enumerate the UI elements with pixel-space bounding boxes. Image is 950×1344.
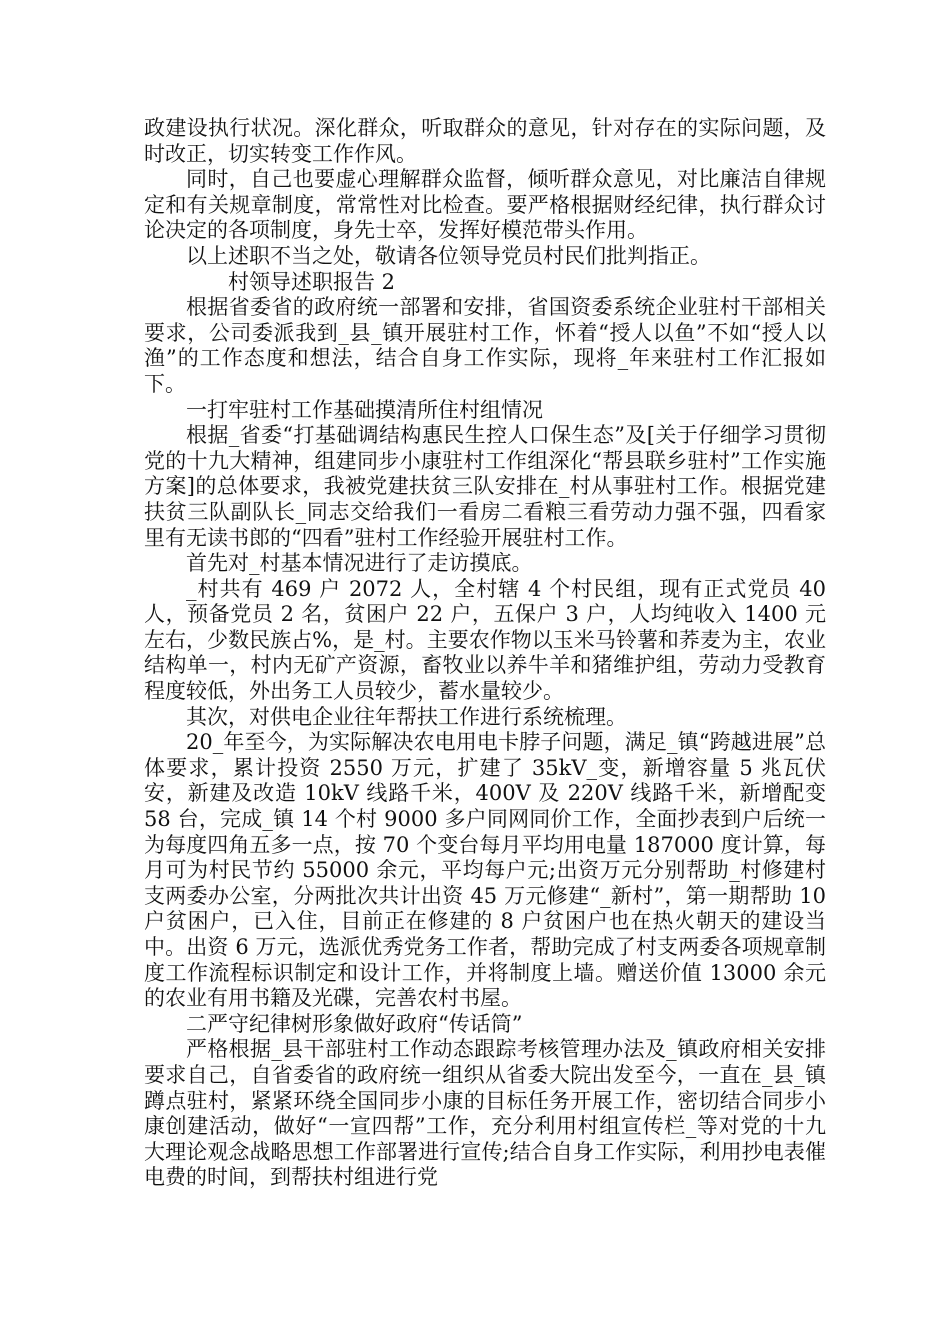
paragraph: _村共有 469 户 2072 人，全村辖 4 个村民组，现有正式党员 40 人，预备党员 2 名，贫困户 22 户，五保户 3 户，人均纯收入 1400 元左右，少数民族占%，是_村。主要农作物以玉米马铃薯和荞麦为主，农业结构单一，村内无矿产资源，畜牧业以养牛羊和猪维护组，劳动力受教育程度较低，外出务工人员较少，蓄水量较少。 — [144, 576, 826, 704]
subheading: 一打牢驻村工作基础摸清所住村组情况 — [186, 397, 543, 422]
paragraph: 政建设执行状况。深化群众，听取群众的意见，针对存在的实际问题，及时改正，切实转变工作作风。 — [144, 116, 826, 166]
paragraph: 根据_省委“打基础调结构惠民生控人口保生态”及[关于仔细学习贯彻党的十九大精神，组建同步小康驻村工作组深化“帮县联乡驻村”工作实施方案]的总体要求，我被党建扶贫三队安排在_村从事驻村工作。根据党建扶贫三队副队长_同志交给我们一看房二看粮三看劳动力强不强，四看家里有无读书郎的“四看”驻村工作经验开展驻村工作。 — [144, 423, 826, 550]
paragraph: 首先对_村基本情况进行了走访摸底。 — [186, 551, 533, 576]
subheading: 二严守纪律树形象做好政府“传话筒” — [186, 1011, 523, 1036]
document-body — [144, 116, 826, 1191]
paragraph: 严格根据_县干部驻村工作动态跟踪考核管理办法及_镇政府相关安排要求自己，自省委省的政府统一组织从省委大院出发至今，一直在_县_镇蹲点驻村，紧紧环绕全国同步小康的目标任务开展工作，密切结合同步小康创建活动，做好“一宣四帮”工作，充分利用村组宣传栏_等对党的十九大理论观念战略思想工作部署进行宣传;结合自身工作实际，利用抄电表催电费的时间，到帮扶村组进行党 — [144, 1037, 826, 1190]
paragraph: 同时，自己也要虚心理解群众监督，倾听群众意见，对比廉洁自律规定和有关规章制度，常常性对比检查。要严格根据财经纪律，执行群众讨论决定的各项制度，身先士卒，发挥好模范带头作用。 — [144, 167, 826, 243]
paragraph: 其次，对供电企业往年帮扶工作进行系统梳理。 — [186, 704, 627, 729]
paragraph: 20_年至今，为实际解决农电用电卡脖子问题，满足_镇“跨越进展”总体要求，累计投资 2550 万元，扩建了 35kV_变，新增容量 5 兆瓦伏安，新建及改造 10kV 线路千米，400V 及 220V 线路千米，新增配变 58 台，完成_镇 14 个村 9000 多户同网同价工作，全面抄表到户后统一为每度四角五多一点，按 70 个变台每月平均用电量 187000 度计算，每月可为村民节约 55000 余元，平均每户元;出资万元分别帮助_村修建村支两委办公室，分两批次共计出资 45 万元修建“_新村”，第一期帮助 10 户贫困户，已入住，目前正在修建的 8 户贫困户也在热火朝天的建设当中。出资 6 万元，选派优秀党务工作者，帮助完成了村支两委各项规章制度工作流程标识制定和设计工作，并将制度上墙。赠送价值 13000 余元的农业有用书籍及光碟，完善农村书屋。 — [144, 730, 826, 1011]
paragraph: 以上述职不当之处，敬请各位领导党员村民们批判指正。 — [186, 243, 711, 268]
paragraph: 根据省委省的政府统一部署和安排，省国资委系统企业驻村干部相关要求，公司委派我到_县_镇开展驻村工作，怀着“授人以鱼”不如“授人以渔”的工作态度和想法，结合自身工作实际，现将_年来驻村工作汇报如下。 — [144, 295, 826, 396]
section-title: 村领导述职报告 2 — [228, 269, 396, 294]
